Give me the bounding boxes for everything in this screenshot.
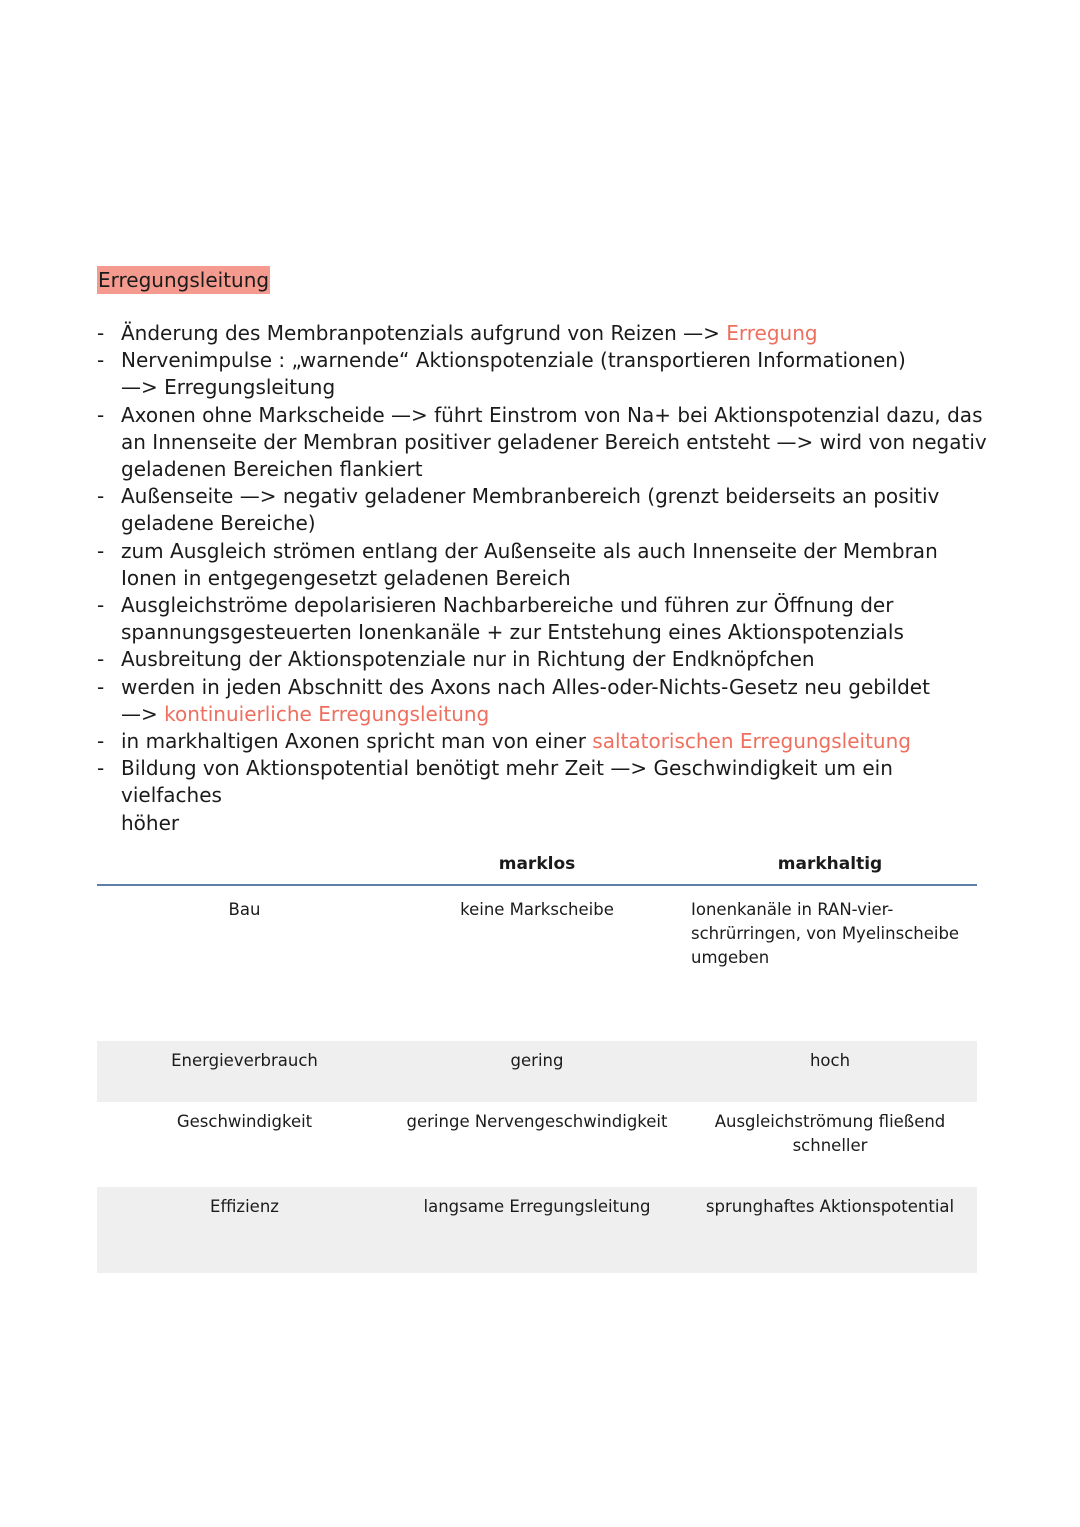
bullet-text: Änderung des Membranpotenzials aufgrund von Reizen —> (121, 321, 727, 345)
row-label: Geschwindigkeit (176, 1112, 313, 1131)
bullet-text: Axonen ohne Markscheide —> führt Einstrom von Na+ bei Aktionspotenzial dazu, das (121, 402, 983, 427)
table-row-energieverbrauch (97, 1041, 977, 1102)
bullet-text: geladene Bereiche) (121, 511, 316, 536)
cell-marklos: langsame Erregungsleitung (423, 1197, 651, 1216)
bullet-line (121, 755, 987, 809)
row-label: Bau (228, 900, 261, 919)
table-row-geschwindigkeit (97, 1102, 977, 1187)
dash-marker: - (97, 484, 105, 509)
bullet-list (97, 320, 987, 837)
bullet-item (97, 320, 987, 347)
bullet-item (97, 347, 987, 401)
table-header (97, 846, 977, 886)
bullet-text: geladenen Bereichen flankiert (121, 457, 423, 482)
bullet-line (121, 374, 987, 401)
bullet-text: Ionen in entgegengesetzt geladenen Bereich (121, 565, 571, 590)
table-row-effizienz (97, 1187, 977, 1273)
bullet-line (121, 347, 987, 374)
bullet-item (97, 674, 987, 728)
bullet-line (121, 402, 987, 429)
dash-marker: - (97, 756, 105, 781)
dash-marker: - (97, 593, 105, 618)
bullet-text: in markhaltigen Axonen spricht man von einer (121, 729, 593, 754)
bullet-line (121, 674, 987, 701)
bullet-text: an Innenseite der Membran positiver geladener Bereich entsteht —> wird von negativ (121, 429, 987, 454)
bullet-text: höher (121, 810, 180, 835)
dash-marker: - (97, 321, 105, 345)
bullet-text: Bildung von Aktionspotential benötigt mehr Zeit —> Geschwindigkeit um ein vielfaches (121, 756, 893, 808)
bullet-item (97, 538, 987, 592)
comparison-table (97, 846, 977, 1216)
dash-marker: - (97, 674, 105, 699)
bullet-line (121, 810, 987, 837)
bullet-text: zum Ausgleich strömen entlang der Außenseite als auch Innenseite der Membran (121, 538, 938, 563)
bullet-line (121, 510, 987, 537)
cell-markhaltig: Ionenkanäle in RAN-vier-schrürringen, von Myelinscheibe umgeben (691, 900, 960, 967)
bullet-text: —> (121, 701, 165, 726)
bullet-text: spannungsgesteuerten Ionenkanäle + zur Entstehung eines Aktionspotenzials (121, 620, 904, 645)
bullet-text: Außenseite —> negativ geladener Membranbereich (grenzt beiderseits an positiv (121, 484, 940, 509)
dash-marker: - (97, 729, 105, 754)
dash-marker: - (97, 647, 105, 672)
header-marklos: marklos (498, 854, 576, 874)
section-heading: Erregungsleitung (98, 268, 270, 292)
bullet-text: Nervenimpulse : „warnende“ Aktionspotenziale (transportieren Informationen) (121, 348, 906, 373)
cell-markhaltig: hoch (809, 1051, 851, 1070)
bullet-text: werden in jeden Abschnitt des Axons nach Alles-oder-Nichts-Gesetz neu gebildet (121, 674, 930, 699)
bullet-line (121, 320, 987, 347)
highlighted-term: kontinuierliche Erregungsleitung (164, 701, 490, 726)
bullet-line (121, 483, 987, 510)
bullet-line (121, 538, 987, 565)
dash-marker: - (97, 402, 105, 427)
bullet-line (121, 429, 987, 456)
bullet-item (97, 402, 987, 484)
bullet-item (97, 646, 987, 673)
cell-marklos: gering (510, 1051, 564, 1070)
bullet-item (97, 728, 987, 755)
bullet-line (121, 592, 987, 619)
bullet-line (121, 456, 987, 483)
cell-marklos: keine Markscheibe (460, 900, 614, 919)
bullet-line (121, 728, 987, 755)
bullet-line (121, 619, 987, 646)
bullet-text: Ausbreitung der Aktionspotenziale nur in Richtung der Endknöpfchen (121, 647, 815, 672)
highlighted-term: Erregung (726, 321, 818, 345)
bullet-line (121, 565, 987, 592)
row-label: Energieverbrauch (171, 1051, 318, 1070)
bullet-item (97, 592, 987, 646)
dash-marker: - (97, 538, 105, 563)
cell-marklos: geringe Nervengeschwindigkeit (406, 1112, 668, 1131)
header-markhaltig: markhaltig (777, 854, 883, 874)
bullet-text: Ausgleichströme depolarisieren Nachbarbereiche und führen zur Öffnung der (121, 593, 894, 618)
highlighted-term: saltatorischen Erregungsleitung (592, 729, 911, 754)
bullet-item (97, 755, 987, 837)
table-row-bau (97, 886, 977, 1042)
cell-markhaltig: Ausgleichströmung fließend schneller (714, 1112, 946, 1155)
row-label: Effizienz (210, 1197, 279, 1216)
dash-marker: - (97, 348, 105, 373)
bullet-line (121, 701, 987, 728)
bullet-line (121, 646, 987, 673)
bullet-item (97, 483, 987, 537)
bullet-text: —> Erregungsleitung (121, 375, 336, 400)
cell-markhaltig: sprunghaftes Aktionspotential (705, 1197, 955, 1216)
